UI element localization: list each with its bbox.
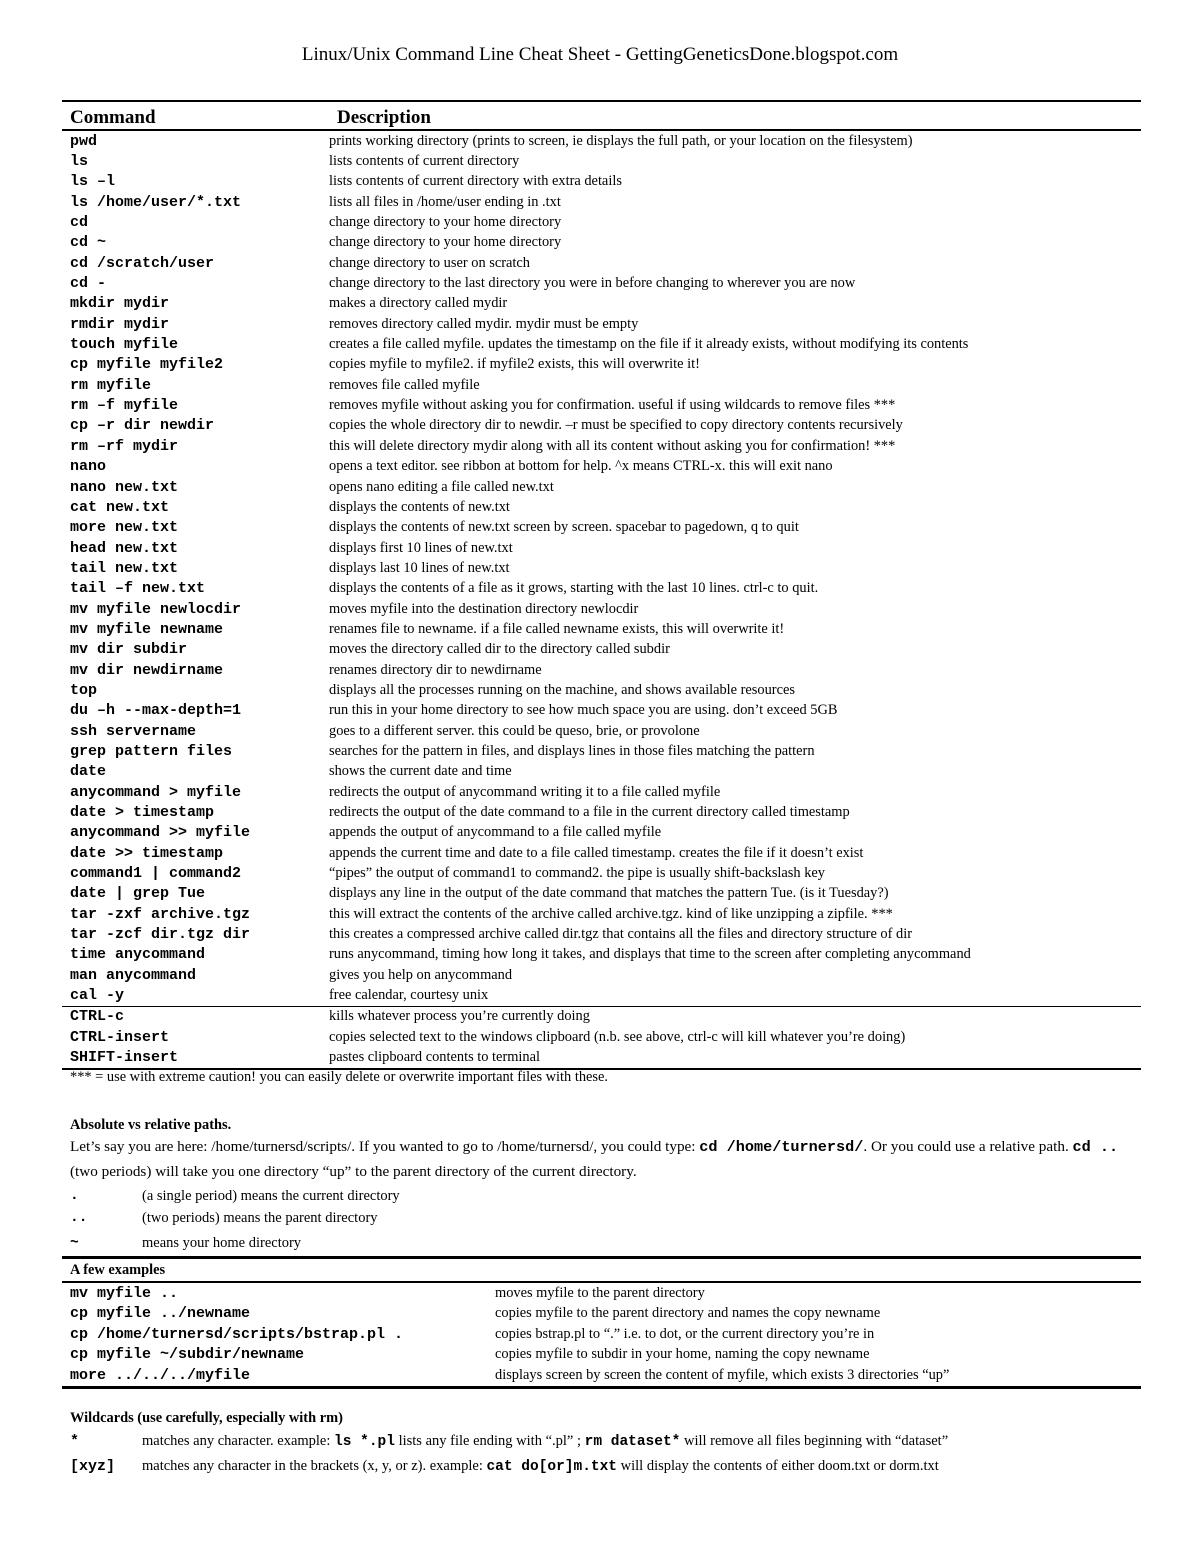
table-row — [62, 945, 1141, 965]
table-row — [62, 375, 1141, 395]
table-row — [62, 1324, 1141, 1345]
table-row — [62, 843, 1141, 863]
command-cell: nano — [70, 458, 107, 476]
paths-code-2: cd .. — [1072, 1138, 1119, 1156]
description-cell: displays all the processes running on the machine, and shows available resources — [329, 681, 795, 698]
symbol: ~ — [70, 1235, 79, 1251]
description-cell: kills whatever process you’re currently doing — [329, 1008, 590, 1025]
description-cell: copies the whole directory dir to newdir. –r must be specified to copy directory contents recursively — [329, 417, 903, 434]
wildcard-row-star — [70, 1433, 1140, 1450]
table-row — [62, 1345, 1141, 1366]
wildcard-text: will display the contents of either doom.txt or dorm.txt — [617, 1458, 939, 1474]
description-cell: lists contents of current directory with extra details — [329, 173, 622, 190]
command-cell: tar -zxf archive.tgz — [70, 905, 251, 923]
description-cell: goes to a different server. this could be queso, brie, or provolone — [329, 722, 700, 739]
wildcards-heading: Wildcards (use carefully, especially with rm) — [70, 1410, 343, 1426]
command-cell: cd — [70, 214, 89, 232]
table-row — [62, 233, 1141, 253]
examples-table — [62, 1256, 1141, 1389]
table-row — [62, 660, 1141, 680]
table-row — [62, 863, 1141, 883]
description-cell: creates a file called myfile. updates the timestamp on the file if it already exists, without modifying its contents — [329, 336, 969, 353]
table-row — [62, 212, 1141, 232]
description-cell: renames directory dir to newdirname — [329, 661, 542, 678]
table-row — [62, 436, 1141, 456]
wildcard-text: lists any file ending with “.pl” ; — [394, 1433, 585, 1449]
description-cell: displays the contents of new.txt screen by screen. spacebar to pagedown, q to quit — [329, 519, 799, 536]
wildcard-code: ls *.pl — [334, 1434, 395, 1450]
description-cell: displays screen by screen the content of myfile, which exists 3 directories “up” — [495, 1366, 950, 1383]
wildcard-code: rm dataset* — [584, 1434, 681, 1450]
examples-heading: A few examples — [62, 1259, 1141, 1283]
description-cell: pastes clipboard contents to terminal — [329, 1049, 541, 1066]
table-row — [62, 131, 1141, 151]
command-cell: mv dir newdirname — [70, 661, 224, 679]
command-cell: cp /home/turnersd/scripts/bstrap.pl . — [70, 1325, 404, 1343]
wildcard-description — [142, 1458, 939, 1475]
command-cell: rm –rf mydir — [70, 437, 179, 455]
paths-paragraph — [70, 1135, 1140, 1184]
command-cell: CTRL-c — [70, 1008, 125, 1026]
command-cell: mv myfile newlocdir — [70, 600, 242, 618]
wildcard-row-xyz — [70, 1458, 1140, 1475]
description-cell: run this in your home directory to see how much space you are using. don’t exceed 5GB — [329, 702, 838, 719]
description-cell: gives you help on anycommand — [329, 966, 513, 983]
description-cell: copies bstrap.pl to “.” i.e. to dot, or the current directory you’re in — [495, 1325, 875, 1342]
caution-note: *** = use with extreme caution! you can easily delete or overwrite important files with these. — [70, 1069, 609, 1085]
table-row — [62, 477, 1141, 497]
table-row — [62, 965, 1141, 985]
command-cell: cd /scratch/user — [70, 254, 215, 272]
command-cell: cp –r dir newdir — [70, 417, 215, 435]
command-cell: tail –f new.txt — [70, 580, 206, 598]
table-row — [62, 151, 1141, 171]
table-row — [62, 314, 1141, 334]
table-row — [62, 395, 1141, 415]
command-cell: more new.txt — [70, 519, 179, 537]
command-cell: anycommand >> myfile — [70, 824, 251, 842]
description-cell: opens a text editor. see ribbon at bottom for help. ^x means CTRL-x. this will exit nano — [329, 458, 833, 475]
description-cell: this creates a compressed archive called dir.tgz that contains all the files and directory structure of dir — [329, 926, 912, 943]
table-row — [62, 985, 1141, 1005]
command-cell: nano new.txt — [70, 478, 179, 496]
description-cell: removes file called myfile — [329, 376, 480, 393]
command-cell: grep pattern files — [70, 742, 233, 760]
command-cell: man anycommand — [70, 966, 197, 984]
table-row — [62, 558, 1141, 578]
table-row — [62, 680, 1141, 700]
command-cell: ls — [70, 153, 89, 171]
description-cell: shows the current date and time — [329, 763, 512, 780]
description-cell: removes directory called mydir. mydir must be empty — [329, 315, 639, 332]
wildcard-code: cat do[or]m.txt — [486, 1459, 618, 1475]
command-cell: cat new.txt — [70, 498, 170, 516]
description-cell: change directory to the last directory you were in before changing to wherever you are now — [329, 275, 856, 292]
table-header — [62, 102, 1141, 131]
table-row — [62, 1027, 1141, 1047]
command-cell: time anycommand — [70, 946, 206, 964]
command-cell: cd - — [70, 275, 107, 293]
table-row — [62, 172, 1141, 192]
table-row — [62, 904, 1141, 924]
column-header-command: Command — [70, 107, 156, 128]
table-row — [62, 192, 1141, 212]
table-row — [62, 416, 1141, 436]
wildcard-symbol: [xyz] — [70, 1458, 116, 1475]
description-cell: appends the current time and date to a file called timestamp. creates the file if it doesn’t exist — [329, 844, 864, 861]
command-cell: command1 | command2 — [70, 865, 242, 883]
command-cell: mv myfile .. — [70, 1284, 179, 1302]
command-cell: du –h --max-depth=1 — [70, 702, 242, 720]
command-table — [62, 100, 1141, 1070]
description-cell: “pipes” the output of command1 to command2. the pipe is usually shift-backslash key — [329, 865, 825, 882]
command-cell: tail new.txt — [70, 559, 179, 577]
table-row — [62, 823, 1141, 843]
command-cell: tar -zcf dir.tgz dir — [70, 926, 251, 944]
table-row — [62, 741, 1141, 761]
table-row — [62, 802, 1141, 822]
paths-text-2: . Or you could use a relative path. — [863, 1138, 1073, 1155]
table-row — [62, 538, 1141, 558]
table-row — [62, 762, 1141, 782]
table-row — [62, 599, 1141, 619]
symbol-description: means your home directory — [142, 1235, 302, 1251]
description-cell: this will delete directory mydir along with all its content without asking you for confirmation! *** — [329, 437, 896, 454]
description-cell: runs anycommand, timing how long it takes, and displays that time to the screen after completing anycommand — [329, 946, 971, 963]
description-cell: copies myfile to subdir in your home, naming the copy newname — [495, 1346, 870, 1363]
description-cell: searches for the pattern in files, and displays lines in those files matching the pattern — [329, 742, 815, 759]
command-cell: date >> timestamp — [70, 844, 224, 862]
command-cell: mv dir subdir — [70, 641, 188, 659]
symbol-row — [70, 1235, 1140, 1252]
command-cell: anycommand > myfile — [70, 783, 242, 801]
command-cell: date — [70, 763, 107, 781]
table-row — [62, 782, 1141, 802]
command-cell: cal -y — [70, 987, 125, 1005]
description-cell: moves myfile into the destination directory newlocdir — [329, 600, 639, 617]
command-cell: cd ~ — [70, 234, 107, 252]
column-header-description: Description — [337, 107, 431, 128]
description-cell: this will extract the contents of the archive called archive.tgz. kind of like unzipping a zipfile. *** — [329, 905, 893, 922]
table-row — [62, 640, 1141, 660]
table-row — [62, 579, 1141, 599]
command-cell: cp myfile myfile2 — [70, 356, 224, 374]
description-cell: moves the directory called dir to the directory called subdir — [329, 641, 670, 658]
description-cell: renames file to newname. if a file called newname exists, this will overwrite it! — [329, 620, 785, 637]
wildcard-description — [142, 1433, 948, 1450]
description-cell: displays the contents of new.txt — [329, 498, 510, 515]
command-cell: date > timestamp — [70, 804, 215, 822]
command-cell: CTRL-insert — [70, 1028, 170, 1046]
table-row — [62, 253, 1141, 273]
table-row — [62, 1007, 1141, 1027]
symbol-description: (a single period) means the current directory — [142, 1188, 400, 1204]
description-cell: moves myfile to the parent directory — [495, 1284, 705, 1301]
command-cell: rm myfile — [70, 376, 152, 394]
symbol: . — [70, 1188, 79, 1204]
table-row — [62, 1365, 1141, 1386]
table-row — [62, 457, 1141, 477]
table-row — [62, 721, 1141, 741]
table-row — [62, 273, 1141, 293]
description-cell: copies myfile to the parent directory and names the copy newname — [495, 1305, 881, 1322]
description-cell: redirects the output of the date command to a file in the current directory called timestamp — [329, 804, 850, 821]
command-cell: mkdir mydir — [70, 295, 170, 313]
symbol-row — [70, 1188, 1140, 1205]
table-row — [62, 355, 1141, 375]
paths-heading: Absolute vs relative paths. — [70, 1117, 232, 1133]
description-cell: redirects the output of anycommand writing it to a file called myfile — [329, 783, 721, 800]
table-row — [62, 1304, 1141, 1325]
description-cell: copies selected text to the windows clipboard (n.b. see above, ctrl-c will kill whatever you’re doing) — [329, 1028, 906, 1045]
table-row — [62, 1047, 1141, 1067]
wildcard-symbol: * — [70, 1433, 80, 1450]
description-cell: change directory to your home directory — [329, 234, 562, 251]
paths-text-1: Let’s say you are here: /home/turnersd/scripts/. If you wanted to go to /home/turnersd/, you could type: — [70, 1138, 700, 1155]
command-cell: more ../../../myfile — [70, 1366, 251, 1384]
page-title: Linux/Unix Command Line Cheat Sheet - GettingGeneticsDone.blogspot.com — [301, 44, 899, 65]
command-cell: top — [70, 681, 98, 699]
command-cell: ls /home/user/*.txt — [70, 193, 242, 211]
command-cell: mv myfile newname — [70, 620, 224, 638]
command-cell: rm –f myfile — [70, 397, 179, 415]
command-cell: pwd — [70, 132, 98, 150]
table-row — [62, 924, 1141, 944]
description-cell: change directory to your home directory — [329, 214, 562, 231]
description-cell: displays any line in the output of the date command that matches the pattern Tue. (is it Tuesday?) — [329, 885, 889, 902]
description-cell: displays first 10 lines of new.txt — [329, 539, 513, 556]
description-cell: change directory to user on scratch — [329, 254, 530, 271]
description-cell: prints working directory (prints to screen, ie displays the full path, or your location on the filesystem) — [329, 132, 913, 149]
description-cell: free calendar, courtesy unix — [329, 987, 489, 1004]
description-cell: makes a directory called mydir — [329, 295, 508, 312]
table-row — [62, 497, 1141, 517]
table-row — [62, 1283, 1141, 1304]
command-cell: cp myfile ../newname — [70, 1305, 251, 1323]
table-row — [62, 518, 1141, 538]
symbol: .. — [70, 1210, 88, 1226]
table-row — [62, 619, 1141, 639]
command-cell: ls –l — [70, 173, 116, 191]
command-cell: date | grep Tue — [70, 885, 206, 903]
paths-text-3: (two periods) will take you one directory “up” to the parent directory of the current directory. — [70, 1162, 637, 1180]
command-cell: cp myfile ~/subdir/newname — [70, 1346, 305, 1364]
paths-code-1: cd /home/turnersd/ — [699, 1138, 864, 1156]
table-row — [62, 701, 1141, 721]
keyboard-shortcut-rows — [62, 1006, 1141, 1068]
table-row — [62, 294, 1141, 314]
symbol-row — [70, 1210, 1140, 1227]
wildcard-text: matches any character. example: — [142, 1433, 335, 1449]
command-cell: SHIFT-insert — [70, 1049, 179, 1067]
description-cell: appends the output of anycommand to a file called myfile — [329, 824, 662, 841]
symbol-description: (two periods) means the parent directory — [142, 1210, 378, 1226]
description-cell: removes myfile without asking you for confirmation. useful if using wildcards to remove files *** — [329, 397, 896, 414]
description-cell: copies myfile to myfile2. if myfile2 exists, this will overwrite it! — [329, 356, 700, 373]
description-cell: displays last 10 lines of new.txt — [329, 559, 510, 576]
example-rows — [62, 1283, 1141, 1386]
wildcard-text: will remove all files beginning with “dataset” — [680, 1433, 949, 1449]
description-cell: displays the contents of a file as it grows, starting with the last 10 lines. ctrl-c to quit. — [329, 580, 819, 597]
description-cell: opens nano editing a file called new.txt — [329, 478, 554, 495]
description-cell: lists all files in /home/user ending in .txt — [329, 193, 561, 210]
table-row — [62, 884, 1141, 904]
table-row — [62, 334, 1141, 354]
command-cell: rmdir mydir — [70, 315, 170, 333]
description-cell: lists contents of current directory — [329, 153, 520, 170]
command-cell: head new.txt — [70, 539, 179, 557]
wildcard-text: matches any character in the brackets (x, y, or z). example: — [142, 1458, 487, 1474]
command-cell: ssh servername — [70, 722, 197, 740]
command-rows — [62, 131, 1141, 1006]
command-cell: touch myfile — [70, 336, 179, 354]
